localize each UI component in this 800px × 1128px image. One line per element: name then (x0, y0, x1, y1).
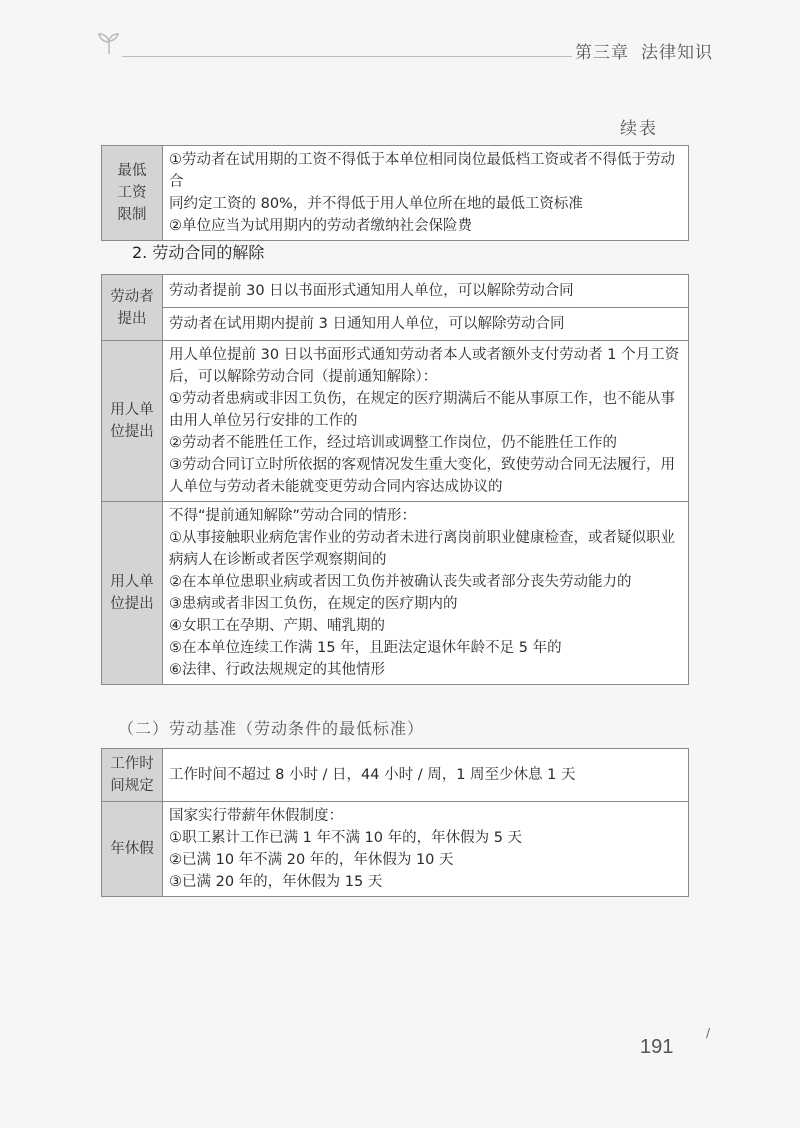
row-header: 劳动者 提出 (102, 275, 163, 341)
margin-mark: / (706, 1026, 711, 1040)
chapter-heading (575, 38, 713, 63)
table-row (102, 749, 689, 802)
row-header: 年休假 (102, 802, 163, 897)
section-title: 2. 劳动合同的解除 (132, 243, 265, 262)
row-content: 用人单位提前 30 日以书面形式通知劳动者本人或者额外支付劳动者 1 个月工资 后，可以解除劳动合同（提前通知解除）： ①劳动者患病或非因工负伤，在规定的医疗期满后不能从事原工作，也不能从事 由用人单位另行安排的工作的 ②劳动者不能胜任工作，经过培训或调整工作岗位，仍不能胜任工作的 ③劳动合同订立时所依据的客观情况发生重大变化，致使劳动合同无法履行，用 人单位与劳动者未能就变更劳动合同内容达成协议的 (163, 341, 689, 502)
row-content: ①劳动者在试用期的工资不得低于本单位相同岗位最低档工资或者不得低于劳动合 同约定工资的 80%，并不得低于用人单位所在地的最低工资标准 ②单位应当为试用期内的劳动者缴纳社会保险费 (163, 146, 689, 241)
section-title: （二）劳动基准（劳动条件的最低标准） (118, 719, 425, 738)
table-row (102, 146, 689, 241)
table-row (102, 341, 689, 502)
row-header: 用人单 位提出 (102, 341, 163, 502)
continuation-label: 续表 (620, 119, 658, 139)
labor-standards-table (101, 748, 689, 897)
row-header: 最低 工资 限制 (102, 146, 163, 241)
row-content: 国家实行带薪年休假制度： ①职工累计工作已满 1 年不满 10 年的，年休假为 5 天 ②已满 10 年不满 20 年的，年休假为 10 天 ③已满 20 年的，年休假为 15 天 (163, 802, 689, 897)
contract-termination-table (101, 274, 689, 685)
row-header: 用人单 位提出 (102, 502, 163, 685)
table-row (102, 502, 689, 685)
page-number: 191 (640, 1036, 674, 1058)
table-row (102, 802, 689, 897)
chapter-number: 第三章 (575, 43, 629, 63)
chapter-title: 法律知识 (641, 43, 713, 63)
header-rule (122, 56, 572, 57)
table-cell: 劳动者在试用期内提前 3 日通知用人单位，可以解除劳动合同 (163, 308, 689, 341)
minimum-wage-table (101, 145, 689, 241)
row-content: 不得“提前通知解除”劳动合同的情形： ①从事接触职业病危害作业的劳动者未进行离岗前职业健康检查，或者疑似职业 病病人在诊断或者医学观察期间的 ②在本单位患职业病或者因工负伤并被确认丧失或者部分丧失劳动能力的 ③患病或者非因工负伤，在规定的医疗期内的 ④女职工在孕期、产期、哺乳期的 ⑤在本单位连续工作满 15 年，且距法定退休年龄不足 5 年的 ⑥法律、行政法规规定的其他情形 (163, 502, 689, 685)
table-cell: 劳动者提前 30 日以书面形式通知用人单位，可以解除劳动合同 (163, 275, 689, 308)
sprout-icon (96, 30, 122, 56)
table-row (102, 275, 689, 308)
row-header: 工作时 间规定 (102, 749, 163, 802)
row-content: 工作时间不超过 8 小时 / 日，44 小时 / 周，1 周至少休息 1 天 (163, 749, 689, 802)
table-row (102, 308, 689, 341)
page-header (0, 0, 800, 70)
